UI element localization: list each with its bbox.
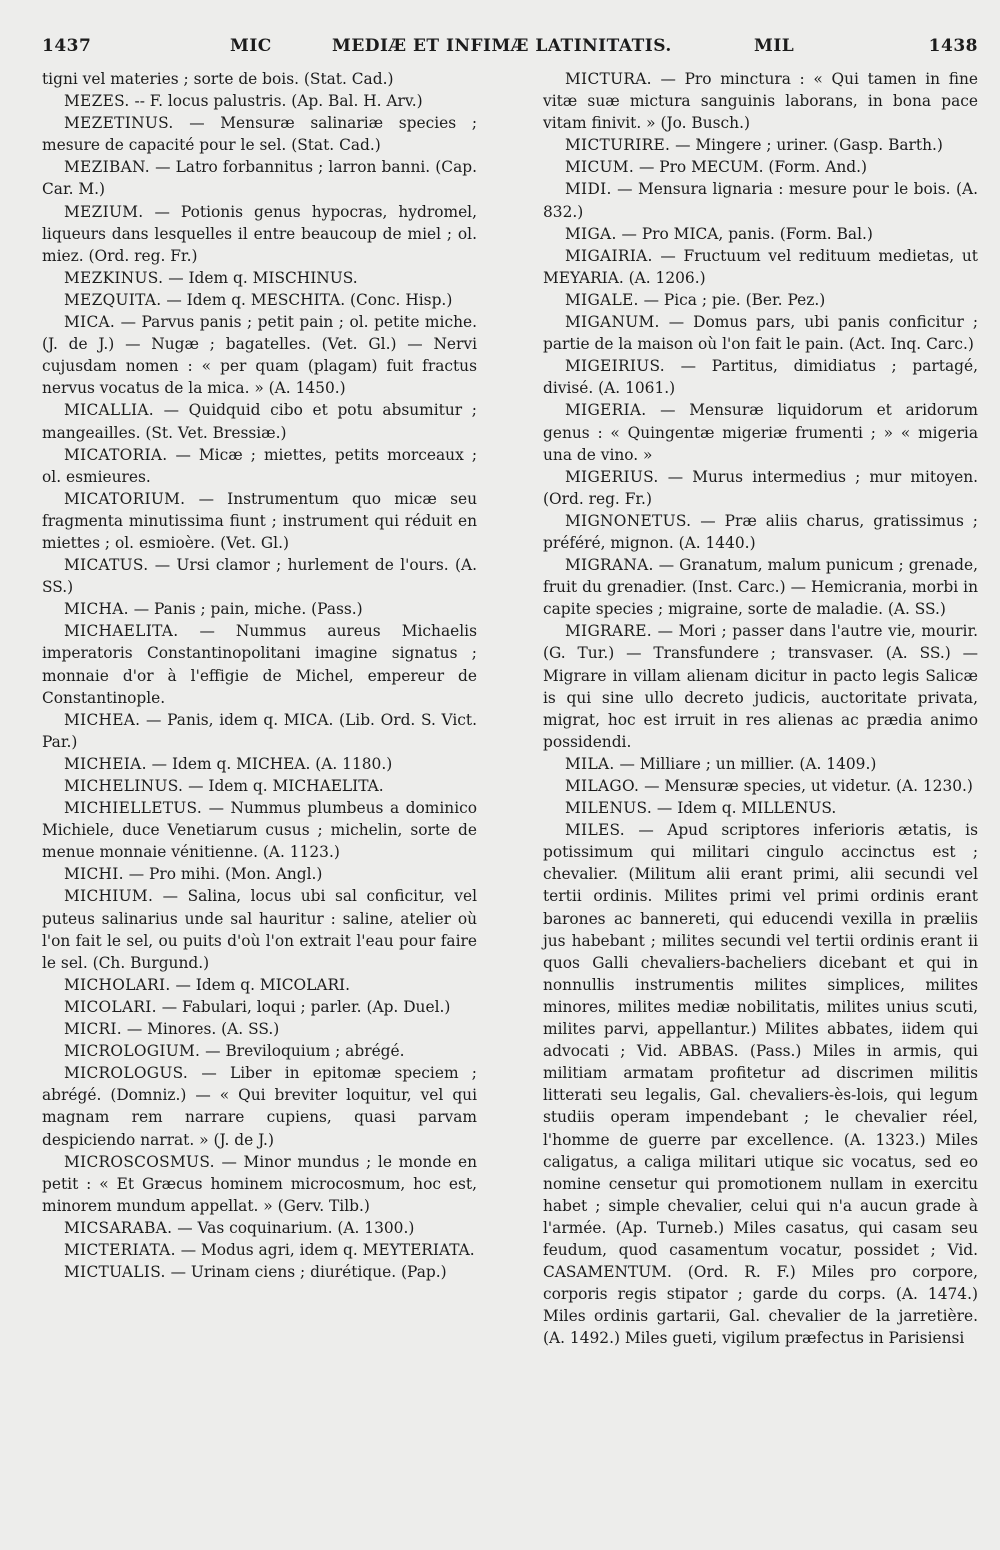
dictionary-entry [42,775,477,797]
entry-headword: MICHAELITA. [64,622,179,641]
entry-definition: — Minores. (A. SS.) [121,1020,280,1039]
dictionary-entry [543,466,978,510]
entry-headword: MIGAIRIA. [565,246,653,265]
text-columns [42,68,978,1349]
entry-headword: MICHEIA. [64,754,147,773]
entry-headword: MIGERIA. [565,401,647,420]
dictionary-entry [543,620,978,753]
entry-definition: — Murus intermedius ; mur mitoyen. (Ord. reg. Fr.) [543,467,978,508]
entry-definition: — Pro MECUM. (Form. And.) [634,158,867,177]
entry-headword: MICROSCOSMUS. [64,1152,215,1171]
entry-definition: — Fabulari, loqui ; parler. (Ap. Duel.) [156,997,451,1016]
dictionary-entry [42,1261,477,1283]
dictionary-entry [42,974,477,996]
dictionary-entry [42,112,477,156]
entry-headword: MICROLOGUS. [64,1064,189,1083]
dictionary-entry [543,178,978,222]
dictionary-entry [42,797,477,863]
entry-headword: MEZKINUS. [64,268,164,287]
dictionary-entry [42,620,477,708]
dictionary-entry [543,355,978,399]
guide-word-right: MIL [754,36,795,56]
dictionary-entry [42,598,477,620]
entry-headword: MICOLARI. [64,997,157,1016]
entry-definition: — Fructuum vel redituum medietas, ut MEYARIA. (A. 1206.) [543,246,978,287]
entry-definition: — Liber in epitomæ speciem ; abrégé. (Domniz.) — « Qui breviter loquitur, vel qui magnam rem narrare cupiens, quasi parvam despiciendo narrat. » (J. de J.) [42,1064,477,1149]
entry-headword: MICRI. [64,1020,122,1039]
entry-definition: — Præ aliis charus, gratissimus ; préféré, mignon. (A. 1440.) [543,511,978,552]
dictionary-entry [543,289,978,311]
dictionary-entry [42,488,477,554]
dictionary-entry [543,134,978,156]
entry-definition: — Mensuræ salinariæ species ; mesure de capacité pour le sel. (Stat. Cad.) [42,114,477,155]
dictionary-entry [42,1040,477,1062]
entry-definition: — Mingere ; uriner. (Gasp. Barth.) [670,136,943,155]
dictionary-entry [543,775,978,797]
entry-headword: MICHEA. [64,710,141,729]
dictionary-entry [42,156,477,200]
dictionary-entry [543,753,978,775]
guide-word-left: MIC [230,36,272,56]
entry-definition: — Potionis genus hypocras, hydromel, liqueurs dans lesquelles il entre beaucoup de miel ; ol. miez. (Ord. reg. Fr.) [42,202,477,265]
entry-headword: MICHIELLETUS. [64,799,203,818]
entry-headword: MILES. [565,821,625,840]
dictionary-entry [42,709,477,753]
entry-headword: MIGERIUS. [565,467,659,486]
entry-definition: — Ursi clamor ; hurlement de l'ours. (A. SS.) [42,556,477,597]
dictionary-entry [42,996,477,1018]
right-column [543,68,978,1349]
entry-headword: MICHIUM. [64,887,154,906]
entry-definition: — Pro MICA, panis. (Form. Bal.) [616,224,873,243]
entry-headword: MIGNONETUS. [565,511,692,530]
dictionary-entry [42,399,477,443]
entry-definition: — Idem q. MILLENUS. [652,799,837,818]
dictionary-entry [543,510,978,554]
dictionary-entry [42,1018,477,1040]
entry-definition: — Panis ; pain, miche. (Pass.) [128,600,363,619]
entry-headword: MICROLOGIUM. [64,1042,201,1061]
entry-definition: — Milliare ; un millier. (A. 1409.) [614,754,877,773]
entry-headword: MILA. [565,754,615,773]
entry-headword: MEZETINUS. [64,114,174,133]
entry-headword: MICTERIATA. [64,1240,176,1259]
entry-definition: — Instrumentum quo micæ seu fragmenta minutissima fiunt ; instrument qui réduit en miettes ; ol. esmioère. (Vet. Gl.) [42,489,477,552]
entry-definition: — Mori ; passer dans l'autre vie, mourir. (G. Tur.) — Transfundere ; transvaser. (A. SS.) — Migrare in villam alienam dicitur in pacto legis Salicæ is qui sine ullo decreto judicis, auctoritate privata, migrat, hoc est irruit in res alienas ac prædia animo possidendi. [543,622,978,751]
entry-definition: — Partitus, dimidiatus ; partagé, divisé. (A. 1061.) [543,357,978,398]
left-column [42,68,477,1349]
dictionary-entry [42,753,477,775]
entry-definition: — Pro minctura : « Qui tamen in fine vitæ suæ mictura sanguinis laborans, in bona pace vitam finivit. » (Jo. Busch.) [543,70,978,133]
entry-headword: MICUM. [565,158,635,177]
entry-definition: — Breviloquium ; abrégé. [200,1042,405,1061]
dictionary-entry [42,554,477,598]
entry-headword: MICHOLARI. [64,975,171,994]
entry-definition: — Urinam ciens ; diurétique. (Pap.) [165,1263,447,1282]
entry-definition: — Mensura lignaria : mesure pour le bois. (A. 832.) [543,180,978,221]
entry-definition: — Quidquid cibo et potu absumitur ; mangeailles. (St. Vet. Bressiæ.) [42,401,477,442]
dictionary-entry [543,554,978,620]
entry-headword: MICALLIA. [64,401,154,420]
dictionary-entry [42,885,477,973]
entry-headword: MICATORIA. [64,445,168,464]
entry-definition: — Idem q. MISCHINUS. [163,268,358,287]
entry-definition: — Domus pars, ubi panis conficitur ; partie de la maison où l'on fait le pain. (Act. Inq. Carc.) [543,313,978,354]
dictionary-entry [42,1151,477,1217]
entry-headword: MICTURIRE. [565,136,671,155]
entry-definition: — Idem q. MESCHITA. (Conc. Hisp.) [161,290,453,309]
dictionary-entry [543,399,978,465]
entry-definition: — Idem q. MICOLARI. [170,975,351,994]
entry-headword: MIGA. [565,224,617,243]
entry-headword: MICTURA. [565,70,652,88]
entry-headword: MEZQUITA. [64,290,162,309]
page-number-left: 1437 [42,36,92,56]
entry-headword: MICHI. [64,865,124,884]
entry-headword: MICA. [64,313,116,332]
entry-headword: MIDI. [565,180,612,199]
dictionary-entry [543,156,978,178]
dictionary-entry [543,797,978,819]
entry-definition: — Vas coquinarium. (A. 1300.) [172,1218,415,1237]
dictionary-entry [42,311,477,399]
dictionary-entry [543,819,978,1349]
entry-headword: MEZIBAN. [64,158,150,177]
entry-definition: — Minor mundus ; le monde en petit : « Et Græcus hominem microcosmum, hoc est, minorem mundum appellat. » (Gerv. Tilb.) [42,1152,477,1215]
entry-headword: MIGALE. [565,290,639,309]
dictionary-entry [42,201,477,267]
dictionary-entry [543,68,978,134]
dictionary-entry [42,1217,477,1239]
dictionary-entry [42,267,477,289]
dictionary-entry [42,1239,477,1261]
entry-headword: MIGRANA. [565,556,654,575]
entry-headword: MICTUALIS. [64,1263,166,1282]
entry-headword: MEZIUM. [64,202,144,221]
entry-definition: — Pro mihi. (Mon. Angl.) [123,865,323,884]
entry-definition: — Modus agri, idem q. MEYTERIATA. [175,1240,475,1259]
entry-headword: MIGRARE. [565,622,652,641]
entry-headword: MICATUS. [64,556,149,575]
running-title: MEDIÆ ET INFIMÆ LATINITATIS. [332,36,672,56]
entry-definition: — Apud scriptores inferioris ætatis, is potissimum qui militari cingulo accinctus est ; chevalier. (Militum alii erant primi, alii secundi vel tertii ordinis. Milites primi vel primi ordinis erant barones ac bannereti, qui educendi vexilla in præliis jus habebant ; milites secundi vel tertii ordinis erant ii quos Galli chevaliers-bacheliers dicebant et qui in nonnullis instrumentis milites simplices, milites minores, milites mediæ nobilitatis, milites unius scuti, milites parvi, appellantur.) Milites abbates, iidem qui advocati ; Vid. ABBAS. (Pass.) Miles in armis, qui militiam armatam profitetur ad discrimen militis litterati seu legalis, Gal. chevaliers-ès-lois, qui legum studiis operam impendebant ; le chevalier réel, l'homme de guerre par excellence. (A. 1323.) Miles caligatus, a caliga militari utique sic vocatus, sed eo nomine censetur qui promotionem nullam in exercitu habet ; simple chevalier, celui qui n'a aucun grade à l'armée. (Ap. Turneb.) Miles casatus, qui casam seu feudum, quod casamentum vocatur, possidet ; Vid. CASAMENTUM. (Ord. R. F.) Miles pro corpore, corporis regis stipator ; garde du corps. (A. 1474.) Miles ordinis gartarii, Gal. chevalier de la jarretière. (A. 1492.) Miles gueti, vigilum præfectus in Parisiensi [543,821,978,1348]
entry-definition: — Mensuræ liquidorum et aridorum genus : « Quingentæ migeriæ frumenti ; » « migeria una de vino. » [543,401,978,464]
dictionary-entry [543,223,978,245]
entry-definition: — Granatum, malum punicum ; grenade, fruit du grenadier. (Inst. Carc.) — Hemicrania, morbi in capite species ; migraine, sorte de maladie. (A. SS.) [543,556,978,619]
entry-definition: — Nummus plumbeus a dominico Michiele, duce Venetiarum cusus ; michelin, sorte de menue monnaie vénitienne. (A. 1123.) [42,799,477,862]
entry-headword: MICSARABA. [64,1218,173,1237]
dictionary-entry [42,863,477,885]
running-head [42,36,978,62]
entry-headword: MICATORIUM. [64,489,186,508]
entry-definition: — Latro forbannitus ; larron banni. (Cap. Car. M.) [42,158,477,199]
dictionary-entry [42,1062,477,1150]
entry-definition: — Parvus panis ; petit pain ; ol. petite miche. (J. de J.) — Nugæ ; bagatelles. (Vet. Gl.) — Nervi cujusdam nomen : « per quam (plagam) fuit fractus nervus vocatus de la mica. » (A. 1450.) [42,313,477,398]
dictionary-entry [42,68,477,90]
entry-definition: — Pica ; pie. (Ber. Pez.) [638,290,826,309]
entry-definition: — Idem q. MICHAELITA. [183,777,384,795]
page-number-right: 1438 [928,36,978,56]
dictionary-entry [543,245,978,289]
entry-definition: tigni vel materies ; sorte de bois. (Stat. Cad.) [42,70,394,88]
dictionary-entry [543,311,978,355]
dictionary-entry [42,90,477,112]
entry-headword: MILENUS. [565,799,653,818]
entry-definition: -- F. locus palustris. (Ap. Bal. H. Arv.) [129,92,423,111]
dictionary-entry [42,444,477,488]
entry-headword: MIGANUM. [565,313,660,332]
entry-definition: — Salina, locus ubi sal conficitur, vel puteus salinarius unde sal hauritur : saline, atelier où l'on fait le sel, ou puits d'où l'on extrait l'eau pour faire le sel. (Ch. Burgund.) [42,887,477,972]
entry-definition: — Panis, idem q. MICA. (Lib. Ord. S. Vict. Par.) [42,710,477,751]
entry-definition: — Mensuræ species, ut videtur. (A. 1230.) [639,777,973,795]
entry-headword: MILAGO. [565,777,640,795]
entry-headword: MICHELINUS. [64,777,184,795]
entry-headword: MIGEIRIUS. [565,357,665,376]
entry-headword: MEZES. [64,92,130,111]
dictionary-entry [42,289,477,311]
entry-definition: — Idem q. MICHEA. (A. 1180.) [146,754,393,773]
entry-headword: MICHA. [64,600,129,619]
entry-definition: — Micæ ; miettes, petits morceaux ; ol. esmieures. [42,445,477,486]
entry-definition: — Nummus aureus Michaelis imperatoris Constantinopolitani imagine signatus ; monnaie d'or à l'effigie de Michel, empereur de Constantinople. [42,622,477,707]
